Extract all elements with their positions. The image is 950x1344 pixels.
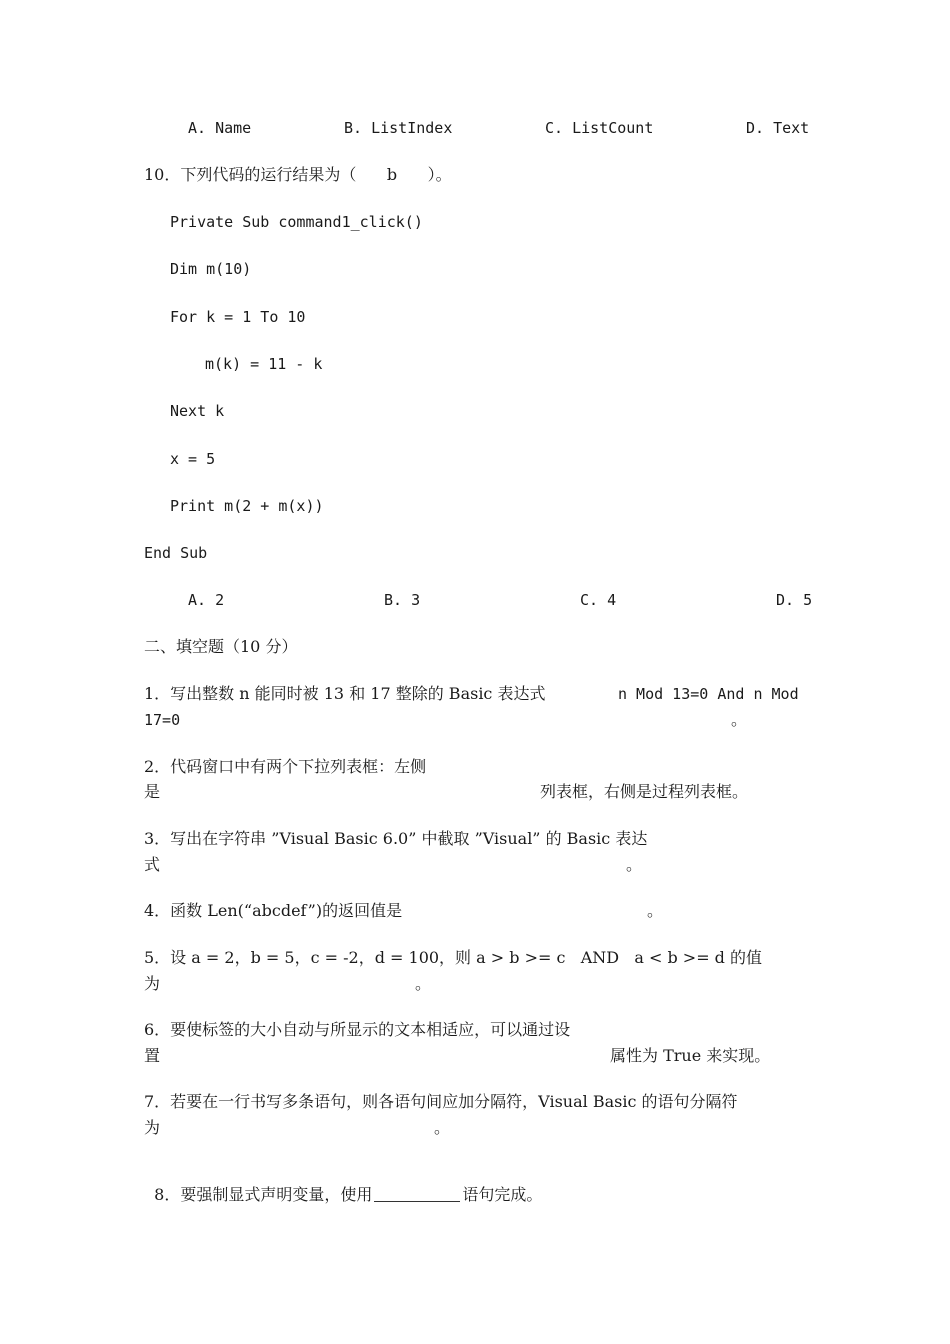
code-line: x = 5 xyxy=(170,450,216,468)
q9-option-a: A. Name xyxy=(188,119,252,137)
fill-item-8-suffix: 语句完成。 xyxy=(462,1185,543,1204)
q9-option-b: B. ListIndex xyxy=(344,119,453,137)
fill-item-5-text: 5．设 a = 2，b = 5，c = -2，d = 100，则 a > b >= c AND a < b >= d 的值 xyxy=(144,948,763,967)
fill-item-1-answer-cont: 17=0 xyxy=(144,711,181,729)
answer-blank[interactable] xyxy=(374,1185,460,1202)
code-line: Private Sub command1_click() xyxy=(170,213,423,231)
code-line: End Sub xyxy=(144,544,208,562)
fill-item-2-suffix: 列表框，右侧是过程列表框。 xyxy=(540,782,749,801)
fill-item-8 xyxy=(144,1165,542,1205)
q10-option-c: C. 4 xyxy=(580,591,617,609)
fill-item-7-text: 7．若要在一行书写多条语句，则各语句间应加分隔符，Visual Basic 的语句分隔符 xyxy=(144,1092,738,1111)
fill-item-3-prefix: 式 xyxy=(144,855,161,874)
fill-item-1-end: 。 xyxy=(731,710,748,729)
fill-item-2-prefix: 是 xyxy=(144,782,161,801)
fill-item-4-suffix: 。 xyxy=(647,901,664,920)
q10-option-b: B. 3 xyxy=(384,591,421,609)
question-10-stem: 10．下列代码的运行结果为（ b ）。 xyxy=(144,165,452,184)
q10-option-d: D. 5 xyxy=(776,591,813,609)
fill-item-7-prefix: 为 xyxy=(144,1118,161,1137)
fill-item-2-text: 2．代码窗口中有两个下拉列表框：左侧 xyxy=(144,757,427,776)
fill-item-5-prefix: 为 xyxy=(144,974,161,993)
fill-item-6-prefix: 置 xyxy=(144,1046,161,1065)
fill-item-3-text: 3．写出在字符串 ”Visual Basic 6.0” 中截取 ”Visual” 的 Basic 表达 xyxy=(144,829,648,848)
fill-item-6-suffix: 属性为 True 来实现。 xyxy=(610,1046,771,1065)
code-line: Next k xyxy=(170,402,225,420)
code-line: Print m(2 + m(x)) xyxy=(170,497,324,515)
fill-item-4-text: 4．函数 Len(“abcdef”)的返回值是 xyxy=(144,901,403,920)
code-line: For k = 1 To 10 xyxy=(170,308,306,326)
fill-item-3-suffix: 。 xyxy=(626,855,643,874)
q10-option-a: A. 2 xyxy=(188,591,225,609)
fill-item-7-suffix: 。 xyxy=(434,1118,451,1137)
fill-item-6-text: 6．要使标签的大小自动与所显示的文本相适应，可以通过设 xyxy=(144,1020,571,1039)
fill-item-1-answer: n Mod 13=0 And n Mod xyxy=(618,685,799,703)
q9-option-c: C. ListCount xyxy=(545,119,654,137)
fill-item-5-suffix: 。 xyxy=(415,974,432,993)
section-heading: 二、填空题（10 分） xyxy=(144,637,298,656)
q9-option-d: D. Text xyxy=(746,119,810,137)
code-line: m(k) = 11 - k xyxy=(205,355,323,373)
code-line: Dim m(10) xyxy=(170,260,252,278)
fill-item-1-text: 1．写出整数 n 能同时被 13 和 17 整除的 Basic 表达式 xyxy=(144,684,546,703)
fill-item-8-text: 8．要强制显式声明变量，使用 xyxy=(154,1185,373,1204)
